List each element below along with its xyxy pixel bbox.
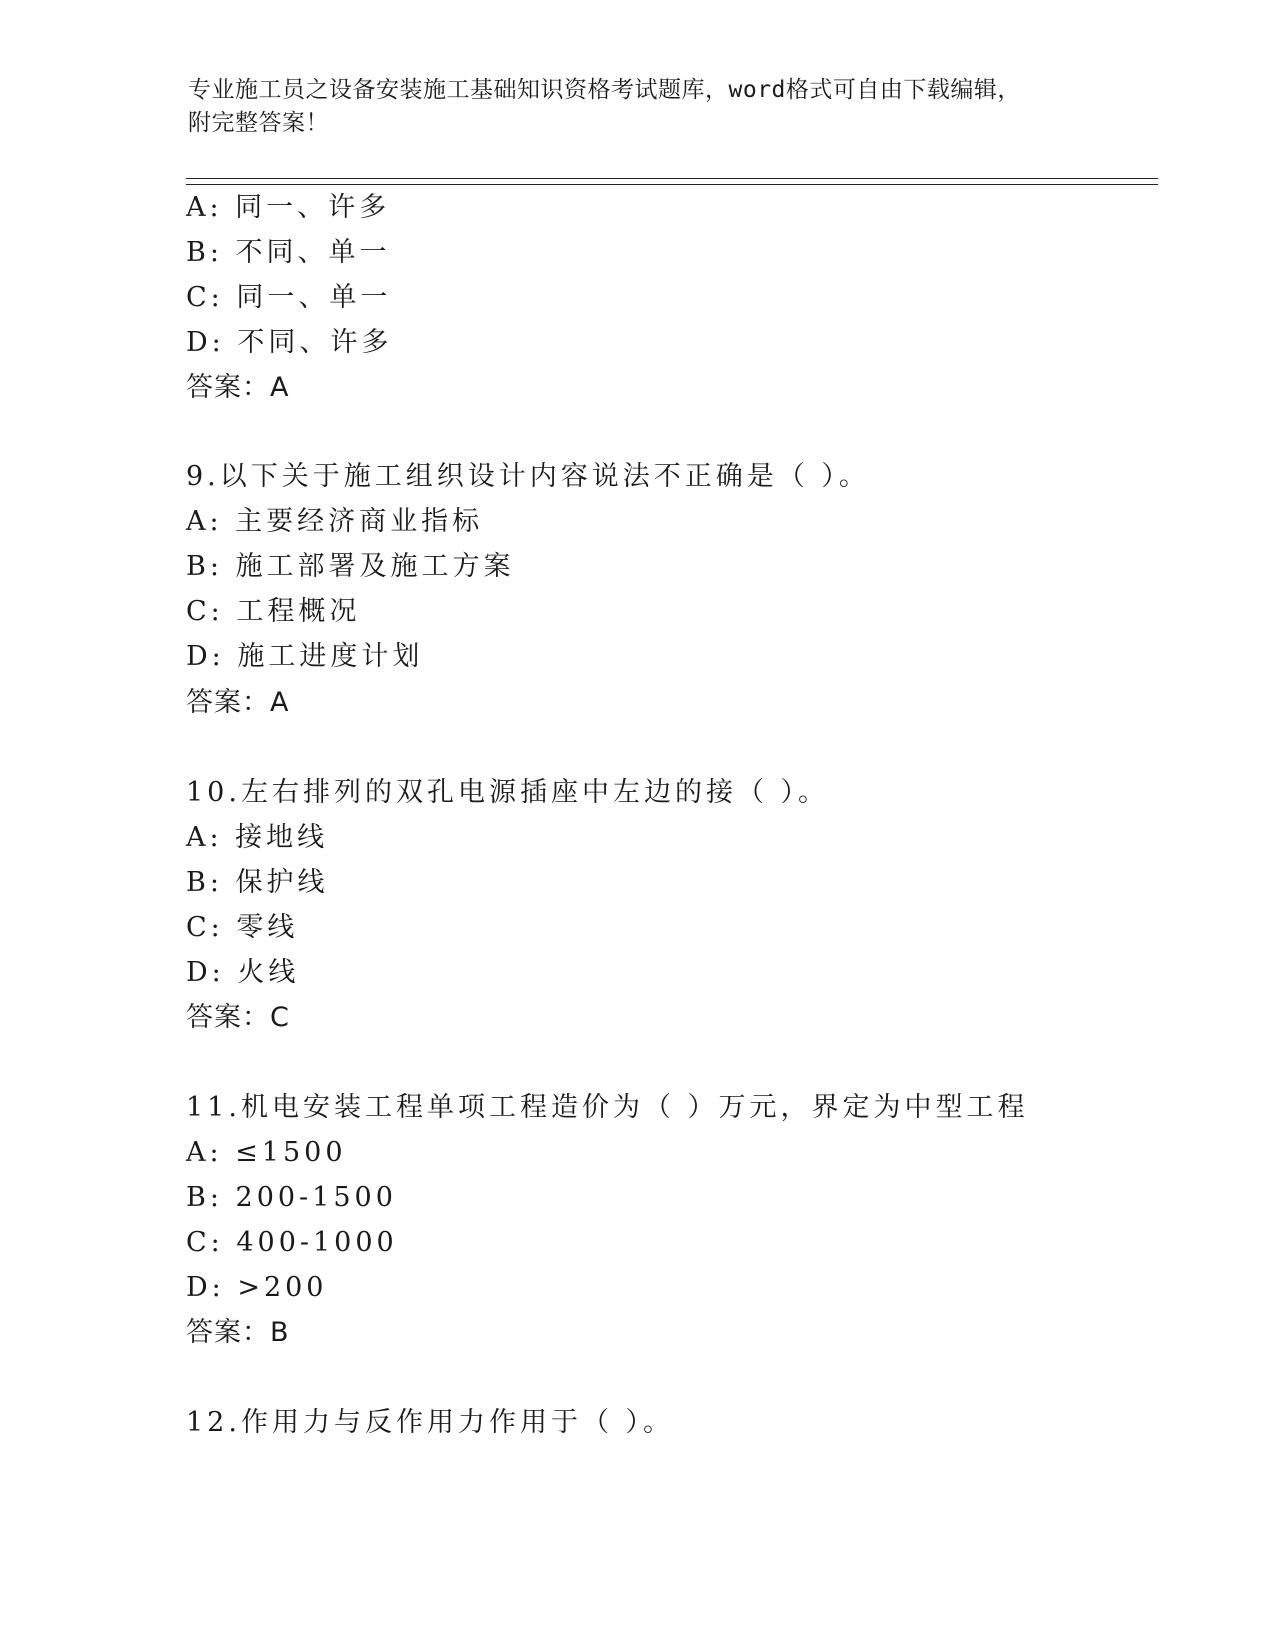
q10-option-c: C: 零线 — [186, 912, 299, 943]
q10-option-d: D: 火线 — [186, 957, 300, 988]
header-divider-top — [186, 178, 1158, 179]
q8-answer: 答案：A — [186, 372, 290, 403]
q11-question: 11.机电安装工程单项工程造价为（ ）万元，界定为中型工程 — [186, 1092, 1029, 1123]
q9-option-c: C: 工程概况 — [186, 596, 361, 627]
q10-option-b: B: 保护线 — [186, 867, 329, 898]
q8-option-d: D: 不同、许多 — [186, 327, 393, 358]
header-divider-bottom — [186, 184, 1158, 185]
q9-question: 9.以下关于施工组织设计内容说法不正确是（ ）。 — [186, 461, 870, 492]
q9-option-d: D: 施工进度计划 — [186, 641, 424, 672]
q8-option-a: A: 同一、许多 — [186, 192, 391, 223]
q11-option-d: D: >200 — [186, 1272, 328, 1303]
q12-question: 12.作用力与反作用力作用于（ ）。 — [186, 1407, 675, 1438]
q10-question: 10.左右排列的双孔电源插座中左边的接（ ）。 — [186, 777, 830, 808]
header-line-2: 附完整答案！ — [188, 110, 329, 136]
q11-answer: 答案：B — [186, 1317, 290, 1348]
q11-option-c: C: 400-1000 — [186, 1227, 398, 1258]
q8-option-c: C: 同一、单一 — [186, 282, 392, 313]
q11-option-a: A: ≤1500 — [186, 1137, 347, 1168]
q9-option-a: A: 主要经济商业指标 — [186, 506, 484, 537]
q8-option-b: B: 不同、单一 — [186, 237, 391, 268]
header-line-1: 专业施工员之设备安装施工基础知识资格考试题库，word格式可自由下载编辑， — [188, 77, 1021, 103]
q11-option-b: B: 200-1500 — [186, 1182, 397, 1213]
document-header — [188, 74, 1068, 140]
q10-answer: 答案：C — [186, 1002, 290, 1033]
q10-option-a: A: 接地线 — [186, 822, 329, 853]
q9-option-b: B: 施工部署及施工方案 — [186, 551, 515, 582]
q9-answer: 答案：A — [186, 687, 290, 718]
